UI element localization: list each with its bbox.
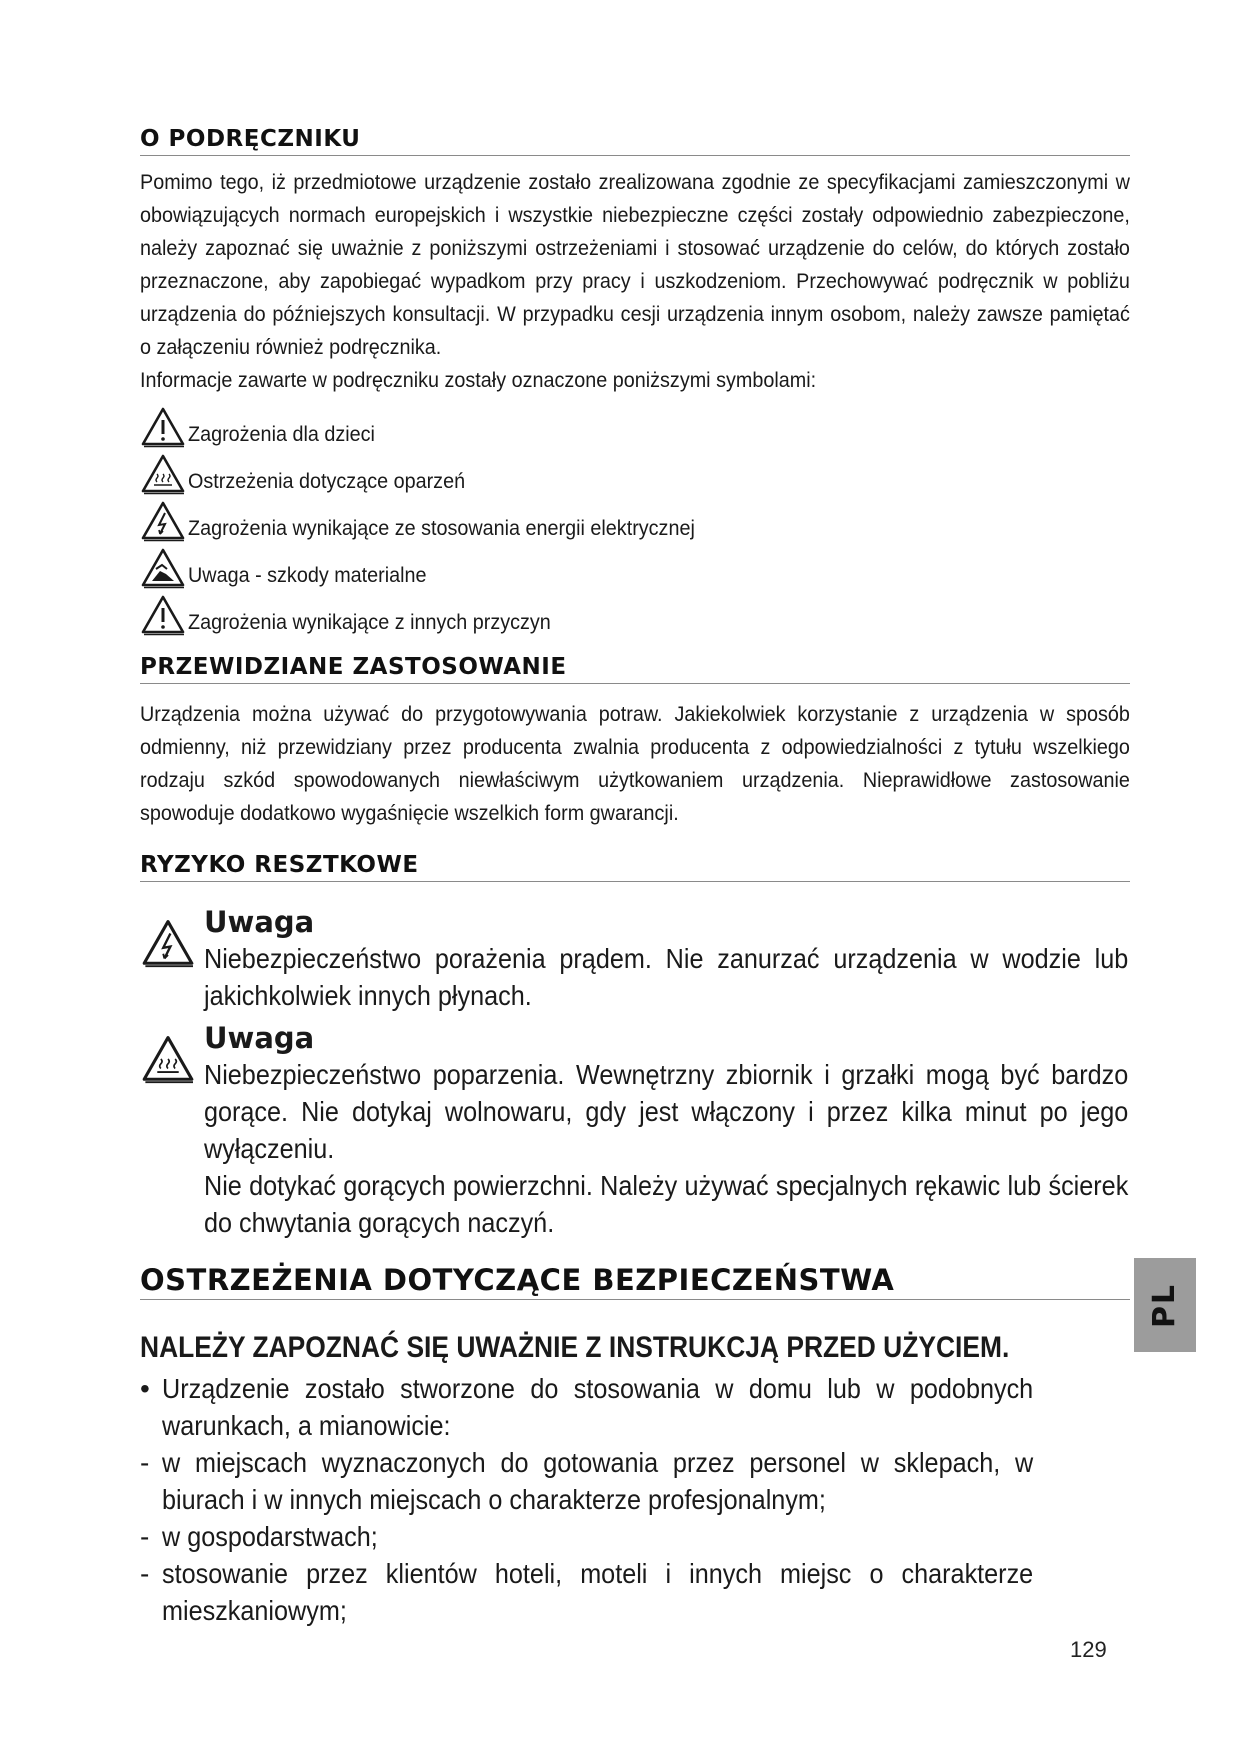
warning-title: Uwaga	[204, 1021, 315, 1055]
warning-block-electric	[140, 904, 1130, 1014]
manual-page	[140, 126, 1130, 1629]
warning-exclamation-icon	[140, 594, 186, 636]
symbol-row	[140, 589, 1130, 636]
list-marker: -	[140, 1521, 150, 1552]
list-item	[140, 1370, 1130, 1444]
electric-shock-icon	[140, 918, 196, 968]
residual-risk-heading: RYZYKO RESZTKOWE	[140, 852, 1130, 882]
list-item	[140, 1518, 1130, 1555]
symbols-list	[140, 401, 1130, 636]
symbol-row	[140, 448, 1130, 495]
language-tab-label: PL	[1147, 1282, 1183, 1328]
list-item-text: stosowanie przez klientów hoteli, moteli i innych miejsc o charakterze mieszkaniowym;	[162, 1558, 1034, 1626]
symbol-label: Ostrzeżenia dotyczące oparzeń	[188, 469, 466, 493]
page-number: 129	[1070, 1637, 1107, 1662]
list-item	[140, 1555, 1130, 1629]
symbol-row	[140, 542, 1130, 589]
about-manual-paragraph: Pomimo tego, iż przedmiotowe urządzenie zostało zrealizowana zgodnie ze specyfikacjami zamieszczonymi w obowiązujących normach europejskich i wszystkie niebezpieczne części zostały odpowiednio zabezpieczone, należy zapoznać się uważnie z poniższymi ostrzeżeniami i stosować urządzenie do celów, do których zostało przeznaczone, aby zapobiegać wypadkom przy pracy i uszkodzeniom. Przechowywać podręcznik w pobliżu urządzenia do późniejszych konsultacji. W przypadku cesji urządzenia innym osobom, należy zawsze pamiętać o załączeniu również podręcznika.	[140, 170, 1130, 359]
symbol-label: Zagrożenia dla dzieci	[188, 422, 375, 446]
list-marker: •	[140, 1373, 150, 1404]
list-item-text: w gospodarstwach;	[162, 1521, 378, 1552]
list-item-text: w miejscach wyznaczonych do gotowania przez personel w sklepach, w biurach i w innych miejscach o charakterze profesjonalnym;	[162, 1447, 1034, 1515]
symbol-label: Zagrożenia wynikające z innych przyczyn	[188, 610, 551, 634]
language-tab	[1134, 1258, 1196, 1352]
symbol-row	[140, 495, 1130, 542]
intended-use-paragraph: Urządzenia można używać do przygotowywania potraw. Jakiekolwiek korzystanie z urządzenia w sposób odmienny, niż przewidziany przez producenta zwalnia producenta z odpowiedzialności z tytułu wszelkiego rodzaju szkód spowodowanych niewłaściwym użytkowaniem urządzenia. Nieprawidłowe zastosowanie spowoduje dodatkowo wygaśnięcie wszelkich form gwarancji.	[140, 702, 1130, 825]
safety-list	[140, 1370, 1130, 1629]
safety-subheading: NALEŻY ZAPOZNAĆ SIĘ UWAŻNIE Z INSTRUKCJĄ PRZED UŻYCIEM.	[140, 1331, 1010, 1364]
about-manual-heading: O PODRĘCZNIKU	[140, 126, 1130, 156]
symbol-label: Uwaga - szkody materialne	[188, 563, 427, 587]
hot-surface-icon	[140, 1034, 196, 1084]
warning-block-burn	[140, 1020, 1130, 1241]
list-item-text: Urządzenie zostało stworzone do stosowania w domu lub w podobnych warunkach, a mianowicie:	[162, 1373, 1034, 1441]
symbols-intro: Informacje zawarte w podręczniku zostały oznaczone poniższymi symbolami:	[140, 368, 817, 392]
hot-surface-icon	[140, 453, 186, 495]
list-marker: -	[140, 1447, 150, 1478]
warning-text: Niebezpieczeństwo porażenia prądem. Nie zanurzać urządzenia w wodzie lub jakichkolwiek innych płynach.	[204, 943, 1129, 1011]
symbol-row	[140, 401, 1130, 448]
warning-title: Uwaga	[204, 905, 315, 939]
safety-warnings-heading: OSTRZEŻENIA DOTYCZĄCE BEZPIECZEŃSTWA	[140, 1263, 1130, 1300]
electric-shock-icon	[140, 500, 186, 542]
list-item	[140, 1444, 1130, 1518]
intended-use-heading: PRZEWIDZIANE ZASTOSOWANIE	[140, 654, 1130, 684]
symbol-label: Zagrożenia wynikające ze stosowania energii elektrycznej	[188, 516, 695, 540]
warning-text-extra: Nie dotykać gorących powierzchni. Należy używać specjalnych rękawic lub ścierek do chwytania gorących naczyń.	[204, 1170, 1129, 1238]
warning-exclamation-icon	[140, 406, 186, 448]
list-marker: -	[140, 1558, 150, 1589]
warning-text: Niebezpieczeństwo poparzenia. Wewnętrzny zbiornik i grzałki mogą być bardzo gorące. Nie dotykaj wolnowaru, gdy jest włączony i przez kilka minut po jego wyłączeniu.	[204, 1059, 1129, 1164]
material-damage-icon	[140, 547, 186, 589]
